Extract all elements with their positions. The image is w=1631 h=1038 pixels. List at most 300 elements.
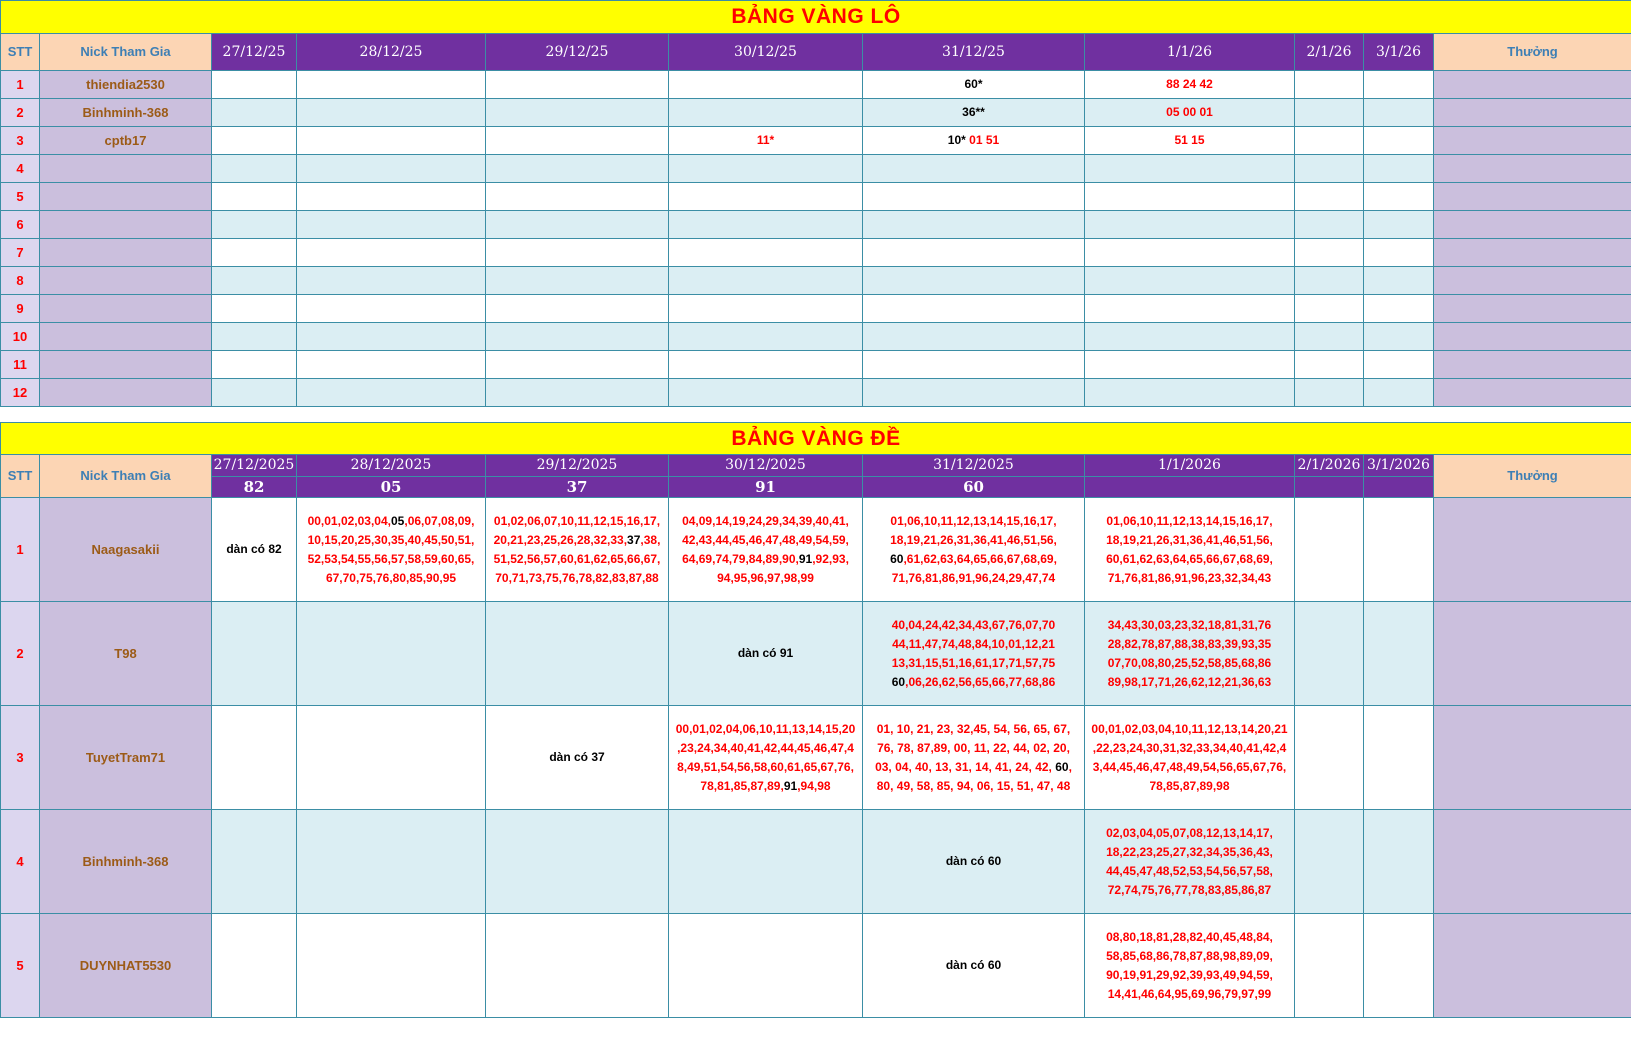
de-pick-segment: ,61,62,63,64,65,66,67,68,69, (903, 551, 1057, 566)
de-pick-cell[interactable] (212, 810, 297, 914)
lo-pick-cell[interactable] (1085, 71, 1295, 99)
de-pick-cell[interactable] (1085, 914, 1295, 1018)
de-stt-header[interactable]: STT (1, 455, 40, 498)
lo-pick-cell[interactable] (669, 127, 863, 155)
de-pick-cell[interactable] (212, 602, 297, 706)
de-pick-cell[interactable] (486, 498, 669, 602)
de-pick-segment: 91 (783, 778, 798, 793)
lo-pick-segment: 10* (947, 133, 966, 147)
lo-pick-cell[interactable] (486, 183, 669, 211)
lo-pick-cell[interactable] (212, 295, 297, 323)
de-pick-segment: ,06,26,62,56,65,66,77,68,86 (905, 674, 1056, 689)
de-pick-cell[interactable] (297, 706, 486, 810)
de-prize-cell[interactable] (1434, 914, 1631, 1018)
lo-pick-cell[interactable] (297, 351, 486, 379)
de-pick-cell[interactable] (863, 914, 1085, 1018)
lo-nick-cell[interactable] (40, 267, 212, 295)
de-pick-cell[interactable] (212, 706, 297, 810)
lo-pick-cell[interactable] (1364, 239, 1434, 267)
de-date-header[interactable]: 2/1/2026 (1295, 455, 1364, 477)
lo-pick-cell[interactable] (486, 267, 669, 295)
lo-stt-cell[interactable]: 8 (1, 267, 40, 295)
lo-pick-segment: 51 15 (1174, 133, 1205, 147)
de-pick-cell[interactable] (669, 706, 863, 810)
lo-nick-cell[interactable] (40, 183, 212, 211)
lo-prize-cell[interactable] (1434, 239, 1631, 267)
de-pick-cell[interactable] (1295, 810, 1364, 914)
de-result-cell[interactable] (1085, 477, 1295, 498)
de-pick-segment: 3,44,45,46,47,48,49,54,56,65,67,76, (1092, 759, 1287, 774)
lo-row (1, 155, 1631, 183)
de-pick-text (1108, 616, 1271, 692)
de-stt-cell[interactable]: 2 (1, 602, 40, 706)
lo-date-header[interactable]: 31/12/25 (863, 34, 1085, 71)
de-pick-cell[interactable] (863, 706, 1085, 810)
lo-pick-cell[interactable] (486, 71, 669, 99)
lo-pick-text (964, 75, 982, 94)
lo-pick-cell[interactable] (1295, 295, 1364, 323)
lo-nick-cell[interactable] (40, 155, 212, 183)
lo-date-header[interactable]: 2/1/26 (1295, 34, 1364, 71)
lo-pick-text (1166, 103, 1213, 122)
lo-pick-cell[interactable] (863, 379, 1085, 407)
de-result-cell[interactable]: 05 (297, 477, 486, 498)
lo-pick-cell[interactable] (1295, 71, 1364, 99)
lo-pick-cell[interactable] (863, 183, 1085, 211)
lo-pick-cell[interactable] (486, 295, 669, 323)
lo-pick-cell[interactable] (212, 211, 297, 239)
lo-pick-cell[interactable] (212, 323, 297, 351)
lo-pick-cell[interactable] (669, 267, 863, 295)
lo-pick-cell[interactable] (863, 155, 1085, 183)
de-body (1, 498, 1631, 1018)
lo-row (1, 183, 1631, 211)
lo-pick-cell[interactable] (1364, 351, 1434, 379)
de-pick-cell[interactable] (486, 914, 669, 1018)
lo-pick-cell[interactable] (1295, 267, 1364, 295)
lo-pick-cell[interactable] (212, 351, 297, 379)
de-pick-cell[interactable] (1085, 498, 1295, 602)
de-pick-segment: 60 (891, 674, 906, 689)
lo-pick-cell[interactable] (863, 267, 1085, 295)
lo-pick-cell[interactable] (1085, 295, 1295, 323)
de-row (1, 498, 1631, 602)
de-pick-segment: dàn có 60 (945, 958, 1002, 972)
de-prize-cell[interactable] (1434, 498, 1631, 602)
lo-pick-cell[interactable] (669, 351, 863, 379)
de-result-cell[interactable]: 37 (486, 477, 669, 498)
de-date-header[interactable]: 1/1/2026 (1085, 455, 1295, 477)
lo-pick-cell[interactable] (1085, 183, 1295, 211)
lo-pick-cell[interactable] (212, 99, 297, 127)
lo-date-header[interactable]: 27/12/25 (212, 34, 297, 71)
de-pick-cell[interactable] (297, 498, 486, 602)
de-pick-cell[interactable] (297, 602, 486, 706)
de-nick-cell[interactable]: DUYNHAT5530 (40, 914, 212, 1018)
lo-pick-cell[interactable] (863, 71, 1085, 99)
lo-pick-cell[interactable] (669, 71, 863, 99)
de-pick-segment: 80, 49, 58, 85, 94, 06, 15, 51, 47, 48 (876, 778, 1071, 793)
de-pick-segment: 91 (798, 551, 813, 566)
de-nick-cell[interactable]: T98 (40, 602, 212, 706)
de-prize-cell[interactable] (1434, 602, 1631, 706)
de-pick-text (892, 616, 1056, 692)
lo-pick-cell[interactable] (297, 211, 486, 239)
lo-pick-cell[interactable] (863, 239, 1085, 267)
lo-pick-cell[interactable] (1085, 99, 1295, 127)
lo-stt-cell[interactable]: 6 (1, 211, 40, 239)
lo-stt-cell[interactable]: 4 (1, 155, 40, 183)
lo-pick-cell[interactable] (297, 71, 486, 99)
lo-pick-cell[interactable] (1364, 295, 1434, 323)
lo-pick-text (1174, 131, 1204, 150)
de-pick-segment: 76, 78, 87,89, 00, 11, 22, 44, 02, 20, (877, 740, 1070, 755)
de-pick-cell[interactable] (669, 914, 863, 1018)
lo-pick-cell[interactable] (1295, 239, 1364, 267)
lo-nick-cell[interactable]: Binhminh-368 (40, 99, 212, 127)
lo-pick-cell[interactable] (669, 323, 863, 351)
lo-pick-cell[interactable] (1364, 211, 1434, 239)
lo-prize-cell[interactable] (1434, 71, 1631, 99)
lo-prize-cell[interactable] (1434, 183, 1631, 211)
lo-pick-cell[interactable] (486, 127, 669, 155)
de-result-cell[interactable]: 91 (669, 477, 863, 498)
lo-stt-cell[interactable]: 12 (1, 379, 40, 407)
de-pick-cell[interactable] (486, 810, 669, 914)
lo-pick-cell[interactable] (1364, 155, 1434, 183)
de-pick-segment: 03, 04, 40, 13, 31, 14, 41, 24, 42, (875, 759, 1056, 774)
de-stt-cell[interactable]: 4 (1, 810, 40, 914)
lo-nick-cell[interactable] (40, 295, 212, 323)
lo-pick-cell[interactable] (1085, 211, 1295, 239)
de-pick-cell[interactable] (297, 810, 486, 914)
de-pick-segment: 60 (890, 551, 904, 566)
de-date-header[interactable]: 31/12/2025 (863, 455, 1085, 477)
lo-pick-cell[interactable] (1085, 351, 1295, 379)
de-pick-segment: , (1068, 759, 1072, 774)
de-pick-segment: 34,43,30,03,23,32,18,81,31,76 (1107, 617, 1272, 632)
lo-pick-cell[interactable] (1085, 127, 1295, 155)
de-pick-segment: 07,70,08,80,25,52,58,85,68,86 (1107, 655, 1272, 670)
de-pick-cell[interactable] (1085, 602, 1295, 706)
de-pick-text (738, 644, 793, 663)
lo-stt-cell[interactable]: 11 (1, 351, 40, 379)
de-row (1, 810, 1631, 914)
lo-prize-cell[interactable] (1434, 323, 1631, 351)
de-pick-cell[interactable] (863, 602, 1085, 706)
lo-pick-cell[interactable] (1364, 71, 1434, 99)
lo-pick-cell[interactable] (212, 239, 297, 267)
lo-date-header[interactable]: 28/12/25 (297, 34, 486, 71)
lo-stt-cell[interactable]: 9 (1, 295, 40, 323)
de-pick-segment: 00,01,02,04,06,10,11,13,14,15,20 (675, 721, 856, 736)
de-pick-cell[interactable] (212, 498, 297, 602)
lo-pick-cell[interactable] (1295, 379, 1364, 407)
lo-pick-cell[interactable] (486, 211, 669, 239)
lo-pick-segment: 60* (964, 77, 983, 91)
lo-prize-cell[interactable] (1434, 295, 1631, 323)
lo-pick-cell[interactable] (669, 99, 863, 127)
lo-pick-cell[interactable] (486, 155, 669, 183)
lo-stt-cell[interactable]: 10 (1, 323, 40, 351)
lo-pick-cell[interactable] (863, 99, 1085, 127)
lo-pick-cell[interactable] (669, 211, 863, 239)
de-pick-segment: 44,45,47,48,52,53,54,56,57,58, (1106, 863, 1273, 878)
de-pick-cell[interactable] (863, 498, 1085, 602)
de-stt-cell[interactable]: 5 (1, 914, 40, 1018)
lo-table (0, 0, 1631, 407)
lo-nick-cell[interactable] (40, 239, 212, 267)
lo-pick-text (948, 131, 999, 150)
lo-pick-cell[interactable] (486, 379, 669, 407)
lo-pick-cell[interactable] (1364, 323, 1434, 351)
de-pick-cell[interactable] (1364, 498, 1434, 602)
de-pick-cell[interactable] (863, 810, 1085, 914)
lo-pick-cell[interactable] (669, 155, 863, 183)
de-pick-cell[interactable] (1295, 498, 1364, 602)
lo-prize-header[interactable]: Thưởng (1434, 34, 1631, 71)
lo-pick-segment: 01 51 (965, 133, 1000, 147)
de-prize-cell[interactable] (1434, 810, 1631, 914)
lo-pick-cell[interactable] (1295, 323, 1364, 351)
lo-pick-cell[interactable] (212, 379, 297, 407)
lo-pick-cell[interactable] (297, 155, 486, 183)
lo-nick-cell[interactable] (40, 323, 212, 351)
lo-stt-cell[interactable]: 3 (1, 127, 40, 155)
lo-row (1, 323, 1631, 351)
de-pick-text (946, 852, 1001, 871)
lo-nick-cell[interactable] (40, 351, 212, 379)
lo-pick-text (962, 103, 985, 122)
de-pick-cell[interactable] (1295, 914, 1364, 1018)
lo-pick-cell[interactable] (1085, 267, 1295, 295)
lo-pick-cell[interactable] (1364, 99, 1434, 127)
de-pick-segment: 58,85,68,86,78,87,88,98,89,09, (1106, 948, 1273, 963)
de-result-cell[interactable] (1295, 477, 1364, 498)
lo-nick-cell[interactable]: cptb17 (40, 127, 212, 155)
de-pick-segment: 44,11,47,74,48,84,10,01,12,21 (892, 636, 1055, 651)
de-pick-cell[interactable] (1364, 706, 1434, 810)
de-pick-segment: 60 (1055, 759, 1069, 774)
de-pick-segment: 78,81,85,87,89, (700, 778, 784, 793)
lo-pick-cell[interactable] (1295, 351, 1364, 379)
lo-stt-cell[interactable]: 5 (1, 183, 40, 211)
de-pick-text (308, 512, 475, 588)
lo-pick-cell[interactable] (669, 239, 863, 267)
lo-pick-cell[interactable] (863, 295, 1085, 323)
lo-prize-cell[interactable] (1434, 379, 1631, 407)
lo-prize-cell[interactable] (1434, 267, 1631, 295)
de-nick-header[interactable]: Nick Tham Gia (40, 455, 212, 498)
lo-date-header[interactable]: 30/12/25 (669, 34, 863, 71)
de-pick-segment: 52,53,54,55,56,57,58,59,60,65, (307, 551, 475, 566)
lo-pick-cell[interactable] (212, 183, 297, 211)
lo-pick-cell[interactable] (297, 239, 486, 267)
lo-pick-cell[interactable] (297, 183, 486, 211)
de-date-header[interactable]: 30/12/2025 (669, 455, 863, 477)
lo-pick-cell[interactable] (212, 155, 297, 183)
de-pick-segment: dàn có 82 (226, 542, 282, 556)
lo-prize-cell[interactable] (1434, 155, 1631, 183)
lo-row (1, 99, 1631, 127)
de-pick-segment: 18,19,21,26,31,36,41,46,51,56, (1106, 532, 1273, 547)
de-pick-segment: ,38, (640, 532, 661, 547)
de-pick-cell[interactable] (669, 602, 863, 706)
lo-pick-cell[interactable] (486, 323, 669, 351)
lo-date-header[interactable]: 3/1/26 (1364, 34, 1434, 71)
de-pick-cell[interactable] (1295, 706, 1364, 810)
lo-nick-cell[interactable]: thiendia2530 (40, 71, 212, 99)
de-pick-segment: ,06,07,08,09, (404, 513, 475, 528)
lo-pick-cell[interactable] (1085, 155, 1295, 183)
lo-pick-segment: 36** (962, 105, 985, 119)
lo-pick-cell[interactable] (863, 127, 1085, 155)
lo-stt-header[interactable]: STT (1, 34, 40, 71)
de-result-cell[interactable] (1364, 477, 1434, 498)
lo-pick-cell[interactable] (1295, 155, 1364, 183)
de-pick-cell[interactable] (297, 914, 486, 1018)
de-pick-segment: 51,52,56,57,60,61,62,65,66,67, (493, 551, 661, 566)
de-pick-segment: 10,15,20,25,30,35,40,45,50,51, (307, 532, 475, 547)
de-pick-cell[interactable] (1085, 706, 1295, 810)
lo-pick-segment: 11* (756, 133, 775, 147)
de-pick-cell[interactable] (486, 706, 669, 810)
lo-nick-cell[interactable] (40, 379, 212, 407)
de-result-cell[interactable]: 82 (212, 477, 297, 498)
lo-stt-cell[interactable]: 2 (1, 99, 40, 127)
de-pick-segment: 78,85,87,89,98 (1149, 778, 1230, 793)
lo-pick-segment: 88 24 42 (1166, 77, 1213, 91)
lo-pick-cell[interactable] (669, 183, 863, 211)
de-pick-segment: 02,03,04,05,07,08,12,13,14,17, (1106, 825, 1273, 840)
lo-pick-cell[interactable] (297, 99, 486, 127)
de-pick-cell[interactable] (1364, 602, 1434, 706)
de-pick-text (494, 512, 661, 588)
lo-pick-cell[interactable] (297, 323, 486, 351)
lo-pick-cell[interactable] (1085, 239, 1295, 267)
de-pick-segment: ,92,93, (812, 551, 849, 566)
de-pick-segment: 70,71,73,75,76,78,82,83,87,88 (495, 570, 659, 585)
lo-row (1, 211, 1631, 239)
de-pick-text (946, 956, 1001, 975)
lo-pick-cell[interactable] (212, 267, 297, 295)
de-pick-cell[interactable] (669, 810, 863, 914)
lo-pick-cell[interactable] (669, 379, 863, 407)
de-pick-segment: 90,19,91,29,92,39,93,49,94,59, (1106, 967, 1273, 982)
lo-stt-cell[interactable]: 7 (1, 239, 40, 267)
de-pick-cell[interactable] (669, 498, 863, 602)
lo-prize-cell[interactable] (1434, 351, 1631, 379)
lo-pick-cell[interactable] (1295, 183, 1364, 211)
de-pick-segment: 18,22,23,25,27,32,34,35,36,43, (1106, 844, 1273, 859)
de-pick-segment: 01, 10, 21, 23, 32,45, 54, 56, 65, 67, (876, 721, 1071, 736)
lo-pick-cell[interactable] (212, 127, 297, 155)
lo-date-header[interactable]: 29/12/25 (486, 34, 669, 71)
de-table (0, 422, 1631, 1018)
lo-stt-cell[interactable]: 1 (1, 71, 40, 99)
lo-pick-cell[interactable] (669, 295, 863, 323)
de-pick-segment: 14,41,46,64,95,69,96,79,97,99 (1107, 986, 1272, 1001)
de-pick-cell[interactable] (486, 602, 669, 706)
lo-pick-cell[interactable] (212, 71, 297, 99)
de-pick-cell[interactable] (1295, 602, 1364, 706)
lo-pick-cell[interactable] (297, 295, 486, 323)
lo-pick-cell[interactable] (486, 99, 669, 127)
lo-pick-cell[interactable] (297, 267, 486, 295)
lo-prize-cell[interactable] (1434, 211, 1631, 239)
de-pick-segment: dàn có 60 (945, 854, 1002, 868)
lo-pick-cell[interactable] (863, 211, 1085, 239)
lo-pick-cell[interactable] (1295, 211, 1364, 239)
lo-pick-text (757, 131, 774, 150)
de-pick-cell[interactable] (1364, 810, 1434, 914)
de-date-header[interactable]: 3/1/2026 (1364, 455, 1434, 477)
lo-pick-cell[interactable] (1364, 379, 1434, 407)
lo-nick-cell[interactable] (40, 211, 212, 239)
lo-pick-cell[interactable] (1295, 99, 1364, 127)
de-pick-segment: 71,76,81,86,91,96,24,29,47,74 (891, 570, 1056, 585)
de-pick-text (682, 512, 849, 588)
de-pick-segment: ,22,23,24,30,31,32,33,34,40,41,42,4 (1092, 740, 1287, 755)
de-pick-text (890, 512, 1057, 588)
de-date-header[interactable]: 27/12/2025 (212, 455, 297, 477)
de-stt-cell[interactable]: 3 (1, 706, 40, 810)
de-prize-cell[interactable] (1434, 706, 1631, 810)
de-date-header[interactable]: 28/12/2025 (297, 455, 486, 477)
de-result-cell[interactable]: 60 (863, 477, 1085, 498)
lo-pick-cell[interactable] (863, 351, 1085, 379)
de-pick-segment: dàn có 37 (549, 750, 605, 764)
de-stt-cell[interactable]: 1 (1, 498, 40, 602)
de-pick-cell[interactable] (1364, 914, 1434, 1018)
lo-pick-cell[interactable] (1085, 323, 1295, 351)
lo-date-header[interactable]: 1/1/26 (1085, 34, 1295, 71)
lo-pick-cell[interactable] (486, 351, 669, 379)
de-pick-segment: 08,80,18,81,28,82,40,45,48,84, (1106, 929, 1273, 944)
lo-row (1, 351, 1631, 379)
de-nick-cell[interactable]: TuyetTram71 (40, 706, 212, 810)
lo-body (1, 71, 1631, 407)
lo-pick-cell[interactable] (297, 127, 486, 155)
de-pick-segment: 01,02,06,07,10,11,12,15,16,17, (493, 513, 661, 528)
de-pick-segment: 64,69,74,79,84,89,90, (682, 551, 799, 566)
de-date-header[interactable]: 29/12/2025 (486, 455, 669, 477)
lo-pick-cell[interactable] (863, 323, 1085, 351)
de-pick-segment: 89,98,17,71,26,62,12,21,36,63 (1107, 674, 1272, 689)
de-nick-cell[interactable]: Naagasakii (40, 498, 212, 602)
de-nick-cell[interactable]: Binhminh-368 (40, 810, 212, 914)
de-pick-segment: ,23,24,34,40,41,42,44,45,46,47,4 (677, 740, 854, 755)
lo-prize-cell[interactable] (1434, 127, 1631, 155)
lo-pick-cell[interactable] (1364, 267, 1434, 295)
de-pick-text (875, 720, 1072, 796)
lo-pick-cell[interactable] (1364, 127, 1434, 155)
de-pick-text (1106, 512, 1273, 588)
lo-pick-cell[interactable] (1364, 183, 1434, 211)
de-prize-header[interactable]: Thưởng (1434, 455, 1631, 498)
lo-pick-cell[interactable] (486, 239, 669, 267)
de-pick-cell[interactable] (212, 914, 297, 1018)
de-pick-cell[interactable] (1085, 810, 1295, 914)
lo-prize-cell[interactable] (1434, 99, 1631, 127)
de-row (1, 914, 1631, 1018)
lo-pick-cell[interactable] (1295, 127, 1364, 155)
de-pick-text (1091, 720, 1287, 796)
lo-nick-header[interactable]: Nick Tham Gia (40, 34, 212, 71)
lo-pick-cell[interactable] (1085, 379, 1295, 407)
lo-row (1, 295, 1631, 323)
lo-pick-cell[interactable] (297, 379, 486, 407)
